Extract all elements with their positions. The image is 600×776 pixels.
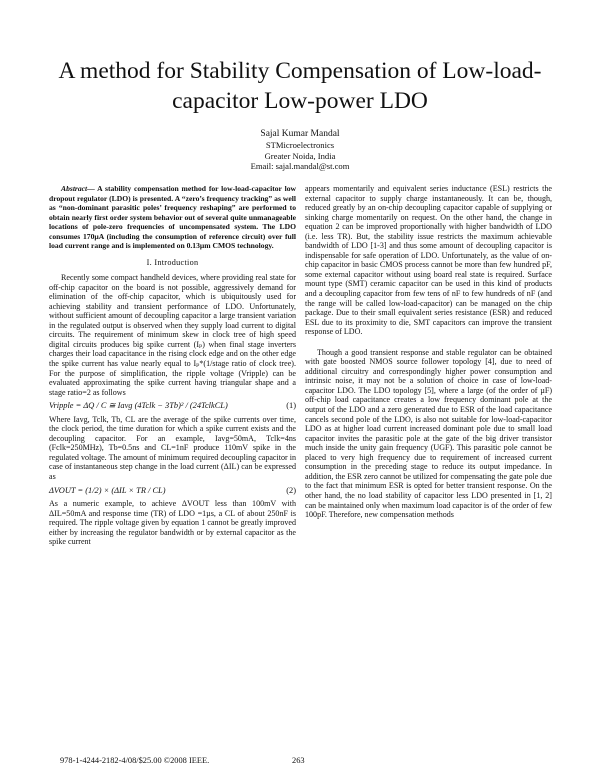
intro-paragraph-3: As a numeric example, to achieve ΔVOUT less than 100mV with ΔIL=50mA and response time (TR) of LDO =1µs, a CL of about 250nF is required. The ripple voltage given by equation 1 cannot be greatly improved either by increasing the regulator bandwidth or by external capacitor as the spike current [49,499,296,547]
equation-2 [49,486,296,496]
right-paragraph-2: Though a good transient response and stable regulator can be obtained with gate boosted NMOS source follower topology [4], due to need of additional circuitry and correspondingly higher power consumption and intrinsic noise, it may not be a solution of choice in case of low-load-capacitor LDO. The LDO topology [5], where a large (of the order of µF) off-chip load capacitance creates a low frequency dominant pole at the output of the LDO and a zero generated due to ESR of the load capacitance cancels second pole of the LDO, is also not suitable for low-load-capacitor LDO as at higher load current increased dominant pole due to small load capacitor invites the parasitic pole at the gate of the big driver transistor much inside the unity gain frequency (UGF). This parasitic pole cannot be placed to very high frequency due to requirement of increased current consumption in the preceding stage to reduce its output impedance. In addition, the ESR zero cannot be utilized for compensating the gate pole due to the fact that minimum ESR is opted for better transient response. On the other hand, the no load stability of capacitor less LDO presented in [1, 2] can be maintained only when maximum load capacitor is of the order of few 100pF. Therefore, new compensation methods [305,347,552,520]
author-name: Sajal Kumar Mandal [260,129,340,139]
author-location: Greater Noida, India [264,150,336,161]
right-column [305,184,552,520]
intro-paragraph-1: Recently some compact handheld devices, where providing real state for off-chip capacitor on the board is not possible, aggressively demand for elimination of the off-chip capacitor, which is ubiquitously used for achieving stability and transient performance of LDO. Unfortunately, without sufficient amount of decoupling capacitor a large transient variation in the regulated output is observed when they supply load current to digital circuits. The requirement of minimum skew in clock tree of high speed digital circuits produces big spike current (Iₚ) when final stage inverters charges their load capacitance in the rising clock edge and on the other edge the spike current has value nearly equal to Iₚ*(1/stage ratio of clock tree). For the purpose of simplification, the ripple voltage (Vripple) can be evaluated approximating the spike current having triangular shape and a stage ratio=2 as follows [49,273,296,397]
equation-1 [49,401,296,411]
equation-1-number: (1) [286,401,296,411]
abstract-lead: Abstract [61,184,88,193]
equation-1-body: Vripple = ΔQ / C ≅ Iavg (4Tclk − 3Tb)² / (24TclkCL) [49,401,228,411]
left-column [49,184,296,547]
section-heading-introduction: I. Introduction [146,257,199,267]
paper-title: A method for Stability Compensation of Low-load-capacitor Low-power LDO [58,58,542,114]
equation-2-body: ΔVOUT = (1/2) × (ΔIL × TR / CL) [49,485,166,495]
author-affiliation: STMicroelectronics [265,140,335,150]
paragraph-gap [305,337,552,348]
author-block [150,128,450,172]
equation-2-number: (2) [286,485,296,495]
abstract-text: — A stability compensation method for low-load-capacitor low dropout regulator (LDO) is presented. A “zero’s frequency tracking” as well as “non-dominant parasitic poles’ frequency reshaping” are performed to obtain nearly first order system behavior out of several quite unmanageable locations of pole-zero frequencies of uncompensated system. The LDO consumes 170µA (including the consumption of reference circuit) over full load current range and is implemented on 0.13µm CMOS technology. [49,184,296,250]
page-number: 263 [292,756,305,765]
right-paragraph-1: appears momentarily and equivalent series inductance (ESL) restricts the external capacitor to supply charge instantaneously. It can be, though, reduced greatly by an on-chip decoupling capacitor capable of supplying or sinking charge momentarily on request. On the other hand, the change in equation 2 can be improved proportionally with higher bandwidth of LDO (i.e. less TR). But, the stability issue restricts the maximum achievable bandwidth of LDO [1-3] and thus some amount of decoupling capacitor is indispensable for safe operation of LDO. Unfortunately, as the value of on-chip capacitor in basic CMOS process cannot be more than few hundred pF, some external capacitor without using board real state is required. Surface mount type (SMT) ceramic capacitor can be used in this kind of products and a decoupling capacitor from few tens of nF to few hundreds of nF (and the range will be called low-load-capacitor) can be managed on the chip package. Due to their small equivalent series resistance (ESR) and reduced ESL due to its proximity to die, SMT capacitors can improve the transient response of LDO. [305,184,552,337]
copyright-footer: 978-1-4244-2182-4/08/$25.00 ©2008 IEEE. [60,756,210,765]
intro-paragraph-2: Where Iavg, Tclk, Tb, CL are the average of the spike currents over time, the clock period, the time duration for which a spike current exists and the decoupling capacitor. For an example, Iavg=50mA, Tclk=4ns (Fclk=250MHz), Tb=0.5ns and CL=1nF produce 110mV spike in the regulated voltage. The amount of minimum required decoupling capacitor in case of instantaneous step change in the load current (ΔIL) can be expressed as [49,414,296,481]
author-email: Email: sajal.mandal@st.com [250,161,350,171]
abstract [49,184,296,251]
